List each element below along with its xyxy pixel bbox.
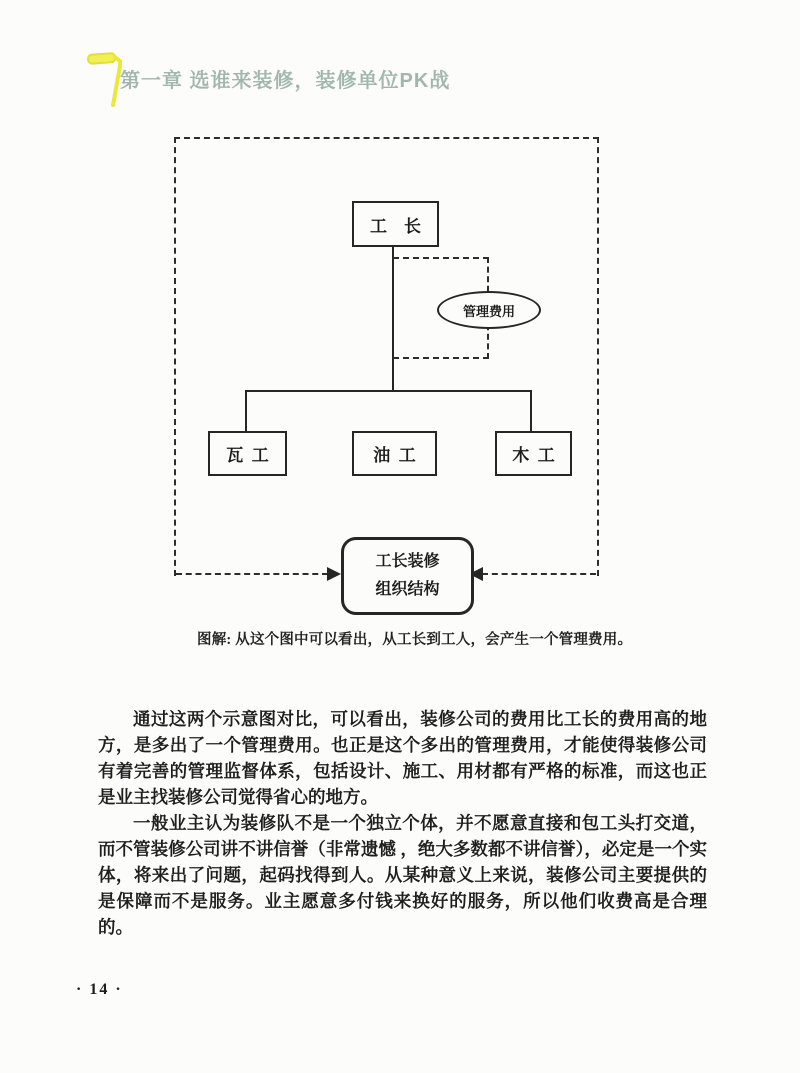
caption-text: 从这个图中可以看出，从工长到工人，会产生一个管理费用。 (231, 632, 633, 648)
paragraph-1: 通过这两个示意图对比，可以看出，装修公司的费用比工长的费用高的地方，是多出了一个管理费用。也正是这个多出的管理费用，才能使得装修公司有着完善的管理监督体系，包括设计、施工、用材都有严格的标准，而这也正是业主找装修公司觉得省心的地方。 (98, 709, 707, 807)
drop-line-left (245, 390, 247, 431)
children-connector-line (245, 390, 532, 392)
right-dashed-arrow-line (482, 573, 596, 575)
chapter-title: 第一章 选谁来装修，装修单位PK战 (120, 70, 451, 92)
paragraph-2: 一般业主认为装修队不是一个独立个体，并不愿意直接和包工头打交道，而不管装修公司讲不讲信誉（非常遗憾 ，绝大多数都不讲信誉），必定是一个实体，将来出了问题，起码找得到人。从某种意义上来说，装修公司主要提供的是保障而不是服务。业主愿意多付钱来换好的服务，所以他们收费高是合理的。 (98, 813, 707, 937)
node-foreman: 工 长 (352, 201, 439, 247)
page-number: · 14 · (76, 981, 123, 998)
node-carpenter: 木 工 (495, 431, 572, 476)
left-arrowhead-icon (327, 567, 341, 581)
left-dashed-arrow-line (176, 573, 328, 575)
caption-label: 图解: (197, 632, 232, 648)
summary-box (341, 537, 474, 615)
figure-caption (197, 628, 632, 649)
summary-line-2: 组织结构 (375, 581, 440, 598)
summary-line-1: 工长装修 (375, 553, 440, 570)
node-painter: 油 工 (352, 431, 437, 476)
body-text (98, 706, 707, 940)
node-management-fee: 管理费用 (437, 291, 541, 329)
node-bricklayer: 瓦 工 (208, 431, 287, 476)
drop-line-right (530, 390, 532, 431)
